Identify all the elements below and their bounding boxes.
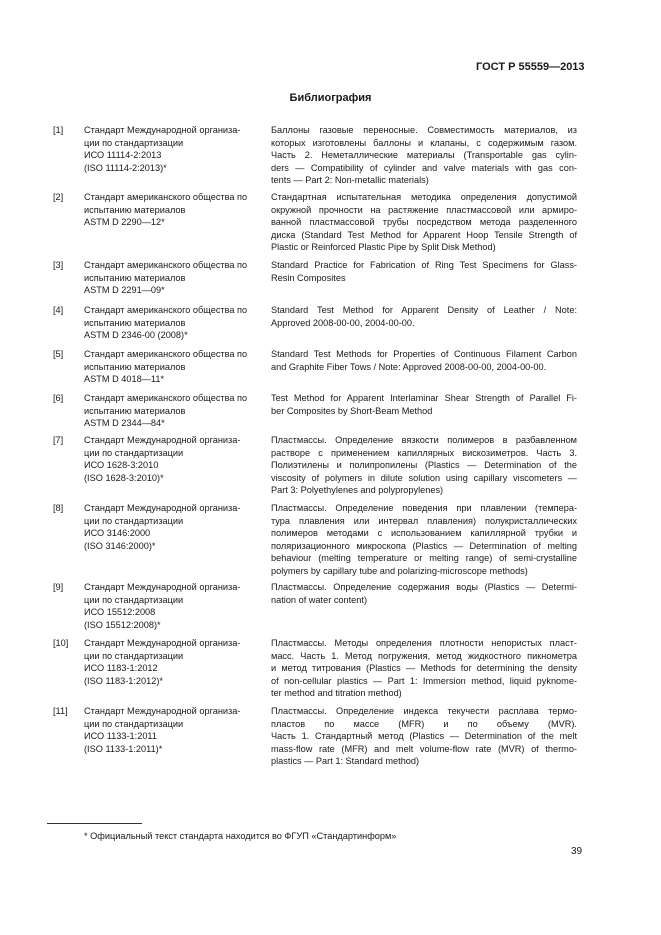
entry-source bbox=[84, 581, 262, 631]
entry-description bbox=[271, 637, 577, 700]
description-line: polymers by capillary tube and polarizing-microscope methods) bbox=[271, 565, 528, 576]
entry-number: [7] bbox=[53, 435, 64, 445]
source-line: Стандарт Международной организа- bbox=[84, 125, 241, 135]
description-line: tents — Part 2: Non-metallic materials) bbox=[271, 175, 429, 186]
entry-description bbox=[271, 502, 577, 578]
source-line: ции по стандартизации bbox=[84, 650, 184, 661]
page-title: Библиография bbox=[289, 92, 372, 104]
description-line: окружной прочности на растяжение пластмассовой или армиро- bbox=[271, 204, 577, 215]
source-line: Стандарт Международной организа- bbox=[84, 435, 241, 445]
description-line: растворе с применением капиллярных вискозиметров. Часть 3. bbox=[271, 447, 577, 458]
source-line: Стандарт Международной организа- bbox=[84, 706, 241, 716]
description-line: Пластмассы. Методы определения плотности непористых пласт- bbox=[271, 638, 577, 648]
entry-source bbox=[84, 434, 262, 484]
source-line: (ISO 1133-1:2011)* bbox=[84, 743, 163, 754]
description-line: mass-flow rate (MFR) and melt volume-flow rate (MVR) of thermo- bbox=[271, 743, 577, 754]
description-line: Standard Practice for Fabrication of Ring Test Specimens for Glass- bbox=[271, 260, 577, 270]
entry-description bbox=[271, 191, 577, 254]
entry-source bbox=[84, 304, 262, 342]
source-line: Стандарт американского общества по bbox=[84, 260, 248, 270]
description-line: Approved 2008-00-00, 2004-00-00. bbox=[271, 317, 415, 328]
entry-number: [6] bbox=[53, 393, 64, 403]
entry-description bbox=[271, 259, 577, 284]
entry-description bbox=[271, 304, 577, 329]
document-standard-number: ГОСТ Р 55559—2013 bbox=[476, 61, 585, 73]
description-line: Пластмассы. Определение вязкости полимеров в разбавленном bbox=[271, 435, 577, 445]
source-line: испытанию материалов bbox=[84, 317, 186, 328]
entry-number: [2] bbox=[53, 192, 64, 202]
source-line: (ISO 11114-2:2013)* bbox=[84, 162, 167, 173]
entry-number: [1] bbox=[53, 125, 64, 135]
description-line: поляризационного микроскопа (Plastics — Determination of melting bbox=[271, 540, 577, 551]
description-line: Пластмассы. Определение индекса текучести расплава термо- bbox=[271, 706, 577, 716]
entry-number: [5] bbox=[53, 349, 64, 359]
source-line: ции по стандартизации bbox=[84, 447, 184, 458]
description-line: масс. Часть 1. Метод погружения, метод жидкостного пикнометра bbox=[271, 650, 577, 661]
source-line: Стандарт Международной организа- bbox=[84, 503, 241, 513]
source-line: ции по стандартизации bbox=[84, 137, 184, 148]
description-line: пластов по массе (MFR) и по объему (MVR). bbox=[271, 718, 577, 729]
description-line: plastics — Part 1: Standard method) bbox=[271, 756, 420, 767]
source-line: ASTM D 2346-00 (2008)* bbox=[84, 330, 188, 341]
entry-source bbox=[84, 705, 262, 755]
source-line: ИСО 1183-1:2012 bbox=[84, 663, 158, 674]
description-line: Пластмассы. Определение содержания воды (Plastics — Determi- bbox=[271, 582, 577, 592]
entry-description bbox=[271, 392, 577, 417]
description-line: ter method and titration method) bbox=[271, 688, 402, 699]
source-line: ASTM D 4018—11* bbox=[84, 374, 164, 385]
entry-source bbox=[84, 124, 262, 174]
entry-description bbox=[271, 124, 577, 187]
entry-source bbox=[84, 191, 262, 229]
source-line: ции по стандартизации bbox=[84, 718, 184, 729]
source-line: ИСО 1628-3:2010 bbox=[84, 460, 159, 471]
entry-source bbox=[84, 502, 262, 552]
source-line: Стандарт американского общества по bbox=[84, 192, 248, 202]
entry-number: [10] bbox=[53, 638, 69, 648]
footnote-divider bbox=[47, 823, 142, 824]
description-line: Часть 2. Неметаллические материалы (Transportable gas cylin- bbox=[271, 150, 577, 161]
description-line: Стандартная испытательная методика определения допустимой bbox=[271, 192, 577, 202]
description-line: полимеров методами с использованием капиллярной трубки и bbox=[271, 528, 577, 539]
entry-source bbox=[84, 637, 262, 687]
source-line: Стандарт американского общества по bbox=[84, 393, 248, 403]
source-line: ИСО 15512:2008 bbox=[84, 607, 156, 618]
entry-description bbox=[271, 434, 577, 497]
description-line: и метод титрования (Plastics — Methods for determining the density bbox=[271, 663, 577, 674]
entry-description bbox=[271, 581, 577, 606]
description-line: Баллоны газовые переносные. Совместимость материалов, из bbox=[271, 125, 577, 135]
description-line: Resin Composites bbox=[271, 272, 346, 283]
description-line: тура плавления или интервал плавления) полукристаллических bbox=[271, 515, 577, 526]
source-line: ASTM D 2290—12* bbox=[84, 217, 165, 228]
description-line: Полиэтилены и полипропилены (Plastics — Determination of the bbox=[271, 460, 577, 471]
source-line: ИСО 3146:2000 bbox=[84, 528, 151, 539]
entry-number: [3] bbox=[53, 260, 64, 270]
source-line: Стандарт американского общества по bbox=[84, 349, 248, 359]
description-line: behaviour (melting temperature or melting range) of semi-crystalline bbox=[271, 553, 577, 564]
source-line: (ISO 15512:2008)* bbox=[84, 619, 161, 630]
source-line: Стандарт Международной организа- bbox=[84, 638, 241, 648]
page-number: 39 bbox=[571, 846, 583, 857]
entry-number: [11] bbox=[53, 706, 68, 716]
description-line: Test Method for Apparent Interlaminar Shear Strength of Parallel Fi- bbox=[271, 393, 577, 403]
source-line: испытанию материалов bbox=[84, 204, 186, 215]
description-line: которых изготовлены баллоны и клапаны, с содержимым газом. bbox=[271, 137, 577, 148]
source-line: испытанию материалов bbox=[84, 361, 186, 372]
footnote: * Официальный текст стандарта находится во ФГУП «Стандартинформ» bbox=[84, 831, 397, 841]
source-line: ции по стандартизации bbox=[84, 594, 184, 605]
source-line: ASTM D 2344—84* bbox=[84, 418, 165, 429]
source-line: ции по стандартизации bbox=[84, 515, 184, 526]
source-line: (ISO 3146:2000)* bbox=[84, 540, 156, 551]
source-line: испытанию материалов bbox=[84, 272, 186, 283]
source-line: Стандарт американского общества по bbox=[84, 305, 248, 315]
entry-number: [9] bbox=[53, 582, 64, 592]
description-line: Part 3: Polyethylenes and polypropylenes) bbox=[271, 485, 444, 496]
entry-number: [8] bbox=[53, 503, 64, 513]
source-line: (ISO 1628-3:2010)* bbox=[84, 472, 164, 483]
source-line: Стандарт Международной организа- bbox=[84, 582, 241, 592]
description-line: of non-cellular plastics — Part 1: Immersion method, liquid pyknome- bbox=[271, 675, 577, 686]
description-line: and Graphite Fiber Tows / Note: Approved 2008-00-00, 2004-00-00. bbox=[271, 361, 547, 372]
source-line: ASTM D 2291—09* bbox=[84, 285, 165, 296]
source-line: ИСО 11114-2:2013 bbox=[84, 150, 162, 161]
entry-source bbox=[84, 259, 262, 297]
description-line: диска (Standard Test Method for Apparent Hoop Tensile Strength of bbox=[271, 229, 577, 240]
entry-description bbox=[271, 348, 577, 373]
entry-number: [4] bbox=[53, 305, 64, 315]
description-line: Standard Test Methods for Properties of Continuous Filament Carbon bbox=[271, 349, 577, 359]
entry-source bbox=[84, 348, 262, 386]
source-line: (ISO 1183-1:2012)* bbox=[84, 675, 163, 686]
description-line: Часть 1. Стандартный метод (Plastics — Determination of the melt bbox=[271, 731, 577, 742]
entry-source bbox=[84, 392, 262, 430]
description-line: Пластмассы. Определение поведения при плавлении (темпера- bbox=[271, 503, 577, 513]
entry-description bbox=[271, 705, 577, 768]
source-line: испытанию материалов bbox=[84, 405, 186, 416]
description-line: ванной пластмассовой трубы посредством метода разделенного bbox=[271, 217, 577, 228]
description-line: ber Composites by Short-Beam Method bbox=[271, 405, 433, 416]
description-line: viscosity of polymers in dilute solution using capillary viscometers — bbox=[271, 472, 577, 483]
description-line: ders — Compatibility of cylinder and valve materials with gas con- bbox=[271, 162, 577, 173]
description-line: nation of water content) bbox=[271, 594, 368, 605]
description-line: Plastic or Reinforced Plastic Pipe by Split Disk Method) bbox=[271, 242, 496, 253]
source-line: ИСО 1133-1:2011 bbox=[84, 731, 157, 742]
description-line: Standard Test Method for Apparent Density of Leather / Note: bbox=[271, 305, 577, 315]
